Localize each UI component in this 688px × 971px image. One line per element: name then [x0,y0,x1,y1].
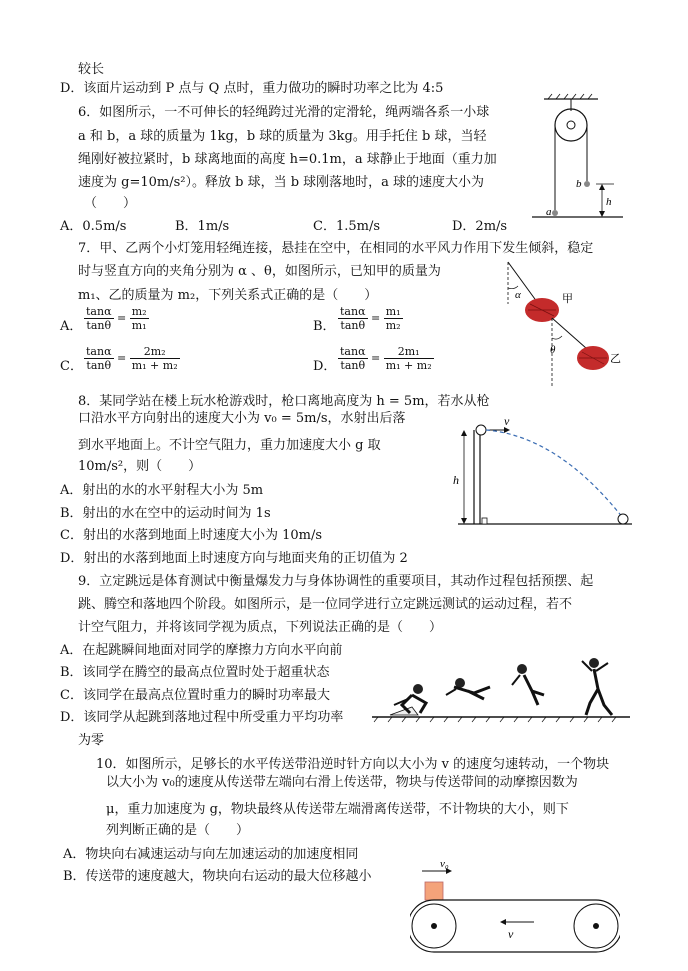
q8-option-c: C．射出的水落到地面上时速度大小为 10m/s [60,528,322,543]
jumper-crouch [390,684,426,715]
q9-stem-1: 9．立定跳远是体育测试中衡量爆发力与身体协调性的重要项目，其动作过程包括预摆、起 [78,574,594,589]
q8-option-d: D．射出的水落到地面上时速度方向与地面夹角的正切值为 2 [60,551,408,566]
q8-stem-4: 10m/s²，则（ ） [78,459,202,474]
block [425,882,443,900]
q7-option-d-formula: $\frac{\tan\alpha}{\tan\theta}$ = $\frac{\text{2m₁}}{\text{m₁ + m₂}}$ [340,345,432,372]
q9-option-d-cont: 为零 [78,733,105,748]
q6-stem-3: 绳刚好被拉紧时，b 球离地面的高度 h=0.1m，a 球静止于地面（重力加 [78,152,497,167]
label-alpha: α [515,289,521,301]
jumper-flight [446,678,490,699]
q8-option-a: A．射出的水的水平射程大小为 5m [60,483,264,498]
label-h: h [453,473,459,487]
q8-stem-3: 到水平地面上。不计空气阻力，重力加速度大小 g 取 [78,438,381,453]
pulley-figure [528,93,628,223]
q8-stem-1: 8．某同学站在楼上玩水枪游戏时，枪口离地高度为 h = 5m，若水从枪 [78,394,490,409]
q7-option-a-formula: $\frac{\tan\alpha}{\tan\theta}$ = $\frac{\text{m₂}}{\text{m₁}}$ [86,305,147,332]
q10-stem-1: 10．如图所示，足够长的水平传送带沿逆时针方向以大小为 v 的速度匀速转动，一个物块 [96,757,610,772]
q9-option-a: A．在起跳瞬间地面对同学的摩擦力方向水平向前 [60,643,343,658]
q10-stem-2: 以大小为 v₀的速度从传送带左端向右滑上传送带，物块与传送带间的动摩擦因数为 [106,775,578,790]
q10-option-b: B．传送带的速度越大，物块向右运动的最大位移越小 [63,869,372,884]
q5-option-d: D．该面片运动到 P 点与 Q 点时，重力做功的瞬时功率之比为 4:5 [60,81,444,96]
q7-stem-3: m₁、乙的质量为 m₂，下列关系式正确的是（ ） [78,288,378,303]
q6-option-b: B．1m/s [175,219,230,234]
q7-stem-1: 7．甲、乙两个小灯笼用轻绳连接，悬挂在空中，在相同的水平风力作用下发生倾斜，稳定 [78,241,594,256]
q9-option-c: C．该同学在最高点位置时重力的瞬时功率最大 [60,688,330,703]
q7-stem-2: 时与竖直方向的夹角分别为 α 、θ，如图所示，已知甲的质量为 [78,264,441,279]
q6-stem-4: 速度为 g=10m/s²）。释放 b 球，当 b 球刚落地时，a 球的速度大小为 [78,175,485,190]
label-theta: θ [550,344,556,356]
label-v0: v₀ [440,858,449,870]
q7-option-d-label: D． [313,359,337,374]
q9-stem-3: 计空气阻力，并将该同学视为质点，下列说法正确的是（ ） [78,620,443,635]
q6-stem-2: a 和 b，a 球的质量为 1kg，b 球的质量为 3kg。用手托住 b 球，当轻 [78,129,487,144]
q8-stem-2: 口沿水平方向射出的速度大小为 v₀ = 5m/s，水射出后落 [78,411,406,426]
line-continuation: 较长 [78,62,105,77]
q7-option-a-label: A． [60,319,83,334]
label-h: h [606,196,612,208]
q10-stem-3: μ，重力加速度为 g，物块最终从传送带左端滑离传送带，不计物块的大小，则下 [106,802,569,817]
label-jia: 甲 [562,293,573,305]
q10-option-a: A．物块向右减速运动与向左加速运动的加速度相同 [63,847,359,862]
jumper-land [582,658,612,715]
q9-option-b: B．该同学在腾空的最高点位置时处于超重状态 [60,665,330,680]
q8-option-b: B．射出的水在空中的运动时间为 1s [60,506,271,521]
label-a: a [546,206,552,218]
label-v: v [504,414,510,428]
label-b: b [576,178,582,190]
q7-option-c-formula: $\frac{\tan\alpha}{\tan\theta}$ = $\frac{\text{2m₂}}{\text{m₁ + m₂}}$ [86,345,178,372]
q7-option-b-formula: $\frac{\tan\alpha}{\tan\theta}$ = $\frac{\text{m₁}}{\text{m₂}}$ [340,305,401,332]
label-v: v [508,927,514,941]
q6-stem-5: （ ） [84,196,137,211]
long-jump-figure [372,655,630,723]
q6-stem-1: 6．如图所示，一不可伸长的轻绳跨过光滑的定滑轮，绳两端各系一小球 [78,105,490,120]
q6-option-d: D．2m/s [452,219,508,234]
conveyor-belt-figure [410,858,620,963]
q9-stem-2: 跳、腾空和落地四个阶段。如图所示，是一位同学进行立定跳远测试的运动过程，若不 [78,597,573,612]
q7-option-b-label: B． [313,319,336,334]
q6-option-a: A．0.5m/s [60,219,127,234]
jumper-tuck [512,664,544,705]
lantern-figure [500,258,630,388]
q7-option-c-label: C． [60,359,83,374]
q9-option-d: D．该同学从起跳到落地过程中所受重力平均功率 [60,710,344,725]
q10-stem-4: 列判断正确的是（ ） [106,823,250,838]
water-gun-figure [448,410,633,535]
q6-option-c: C．1.5m/s [313,219,380,234]
label-yi: 乙 [610,353,621,365]
